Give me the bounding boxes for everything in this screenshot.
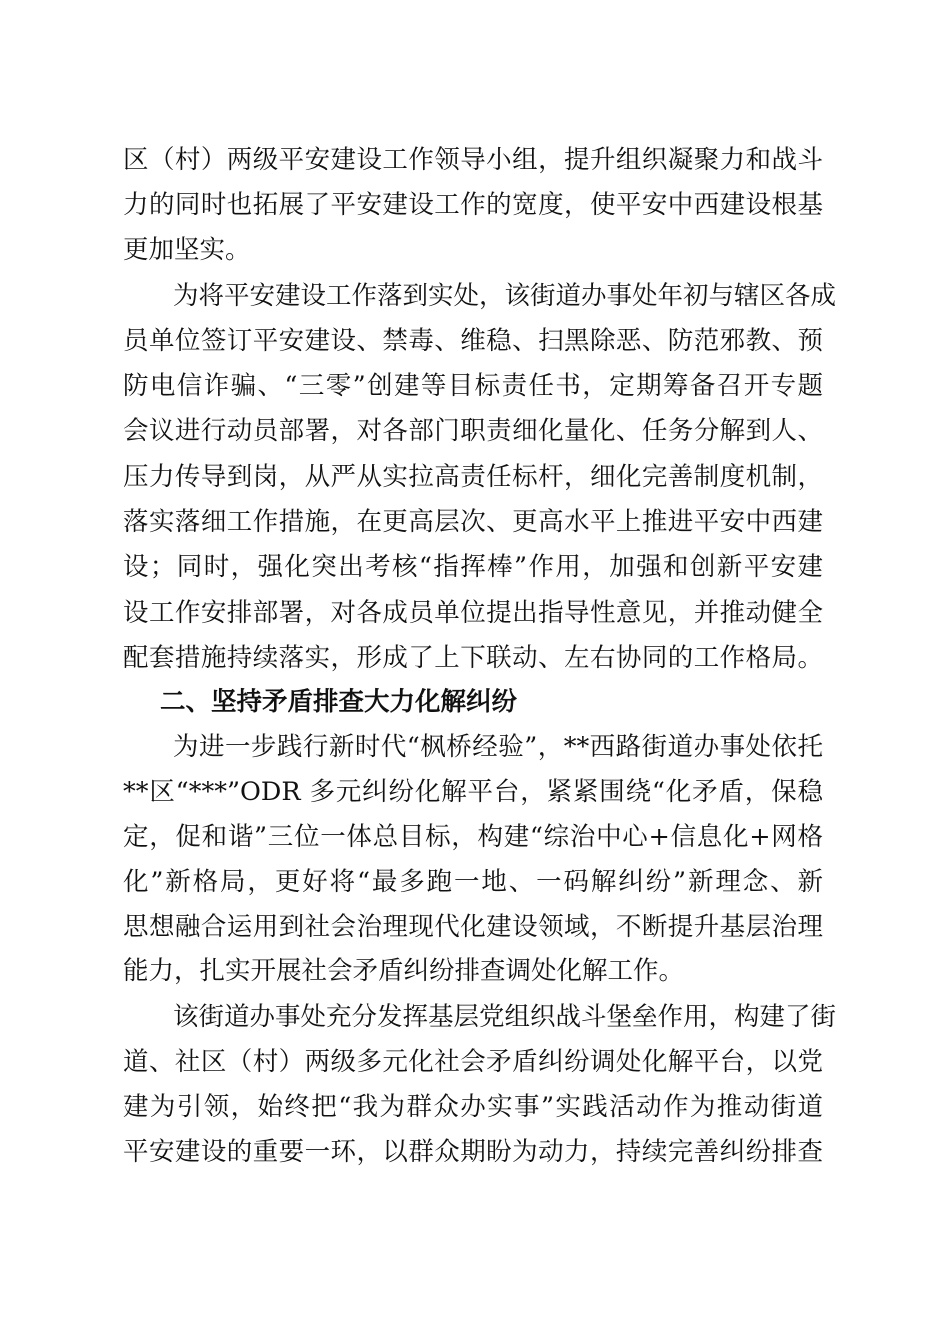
text-line: 配套措施持续落实，形成了上下联动、左右协同的工作格局。 — [123, 643, 823, 673]
text-line: 落实落细工作措施，在更高层次、更高水平上推进平安中西建 — [123, 507, 823, 537]
text-line: 设；同时，强化突出考核“指挥棒”作用，加强和创新平安建 — [123, 552, 823, 582]
text-line: **区“***”ODR 多元纠纷化解平台，紧紧围绕“化矛盾，保稳 — [123, 777, 823, 807]
text-line: 化”新格局，更好将“最多跑一地、一码解纠纷”新理念、新 — [123, 867, 823, 897]
text-line: 压力传导到岗，从严从实拉高责任标杆，细化完善制度机制， — [123, 462, 823, 492]
text-line: 员单位签订平安建设、禁毒、维稳、扫黑除恶、防范邪教、预 — [123, 326, 823, 356]
text-line: 区（村）两级平安建设工作领导小组，提升组织凝聚力和战斗 — [123, 145, 823, 175]
text-line: 更加坚实。 — [123, 235, 251, 265]
text-line: 思想融合运用到社会治理现代化建设领域，不断提升基层治理 — [123, 912, 823, 942]
paragraph-first-line: 为将平安建设工作落到实处，该街道办事处年初与辖区各成 — [173, 281, 837, 311]
paragraph-first-line: 为进一步践行新时代“枫桥经验”，**西路街道办事处依托 — [173, 732, 823, 762]
section-heading: 二、坚持矛盾排查大力化解纠纷 — [160, 687, 518, 717]
text-line: 建为引领，始终把“我为群众办实事”实践活动作为推动街道 — [123, 1092, 823, 1122]
text-line: 设工作安排部署，对各成员单位提出指导性意见，并推动健全 — [123, 598, 823, 628]
text-line: 力的同时也拓展了平安建设工作的宽度，使平安中西建设根基 — [123, 190, 823, 220]
paragraph-first-line: 该街道办事处充分发挥基层党组织战斗堡垒作用，构建了街 — [173, 1002, 837, 1032]
text-line: 道、社区（村）两级多元化社会矛盾纠纷调处化解平台，以党 — [123, 1047, 823, 1077]
text-line: 防电信诈骗、“三零”创建等目标责任书，定期筹备召开专题 — [123, 371, 823, 401]
text-line: 定，促和谐”三位一体总目标，构建“综治中心+信息化+网格 — [123, 822, 823, 852]
text-line: 会议进行动员部署，对各部门职责细化量化、任务分解到人、 — [123, 416, 823, 446]
text-line: 平安建设的重要一环，以群众期盼为动力，持续完善纠纷排查 — [123, 1137, 823, 1167]
text-line: 能力，扎实开展社会矛盾纠纷排查调处化解工作。 — [123, 956, 685, 986]
